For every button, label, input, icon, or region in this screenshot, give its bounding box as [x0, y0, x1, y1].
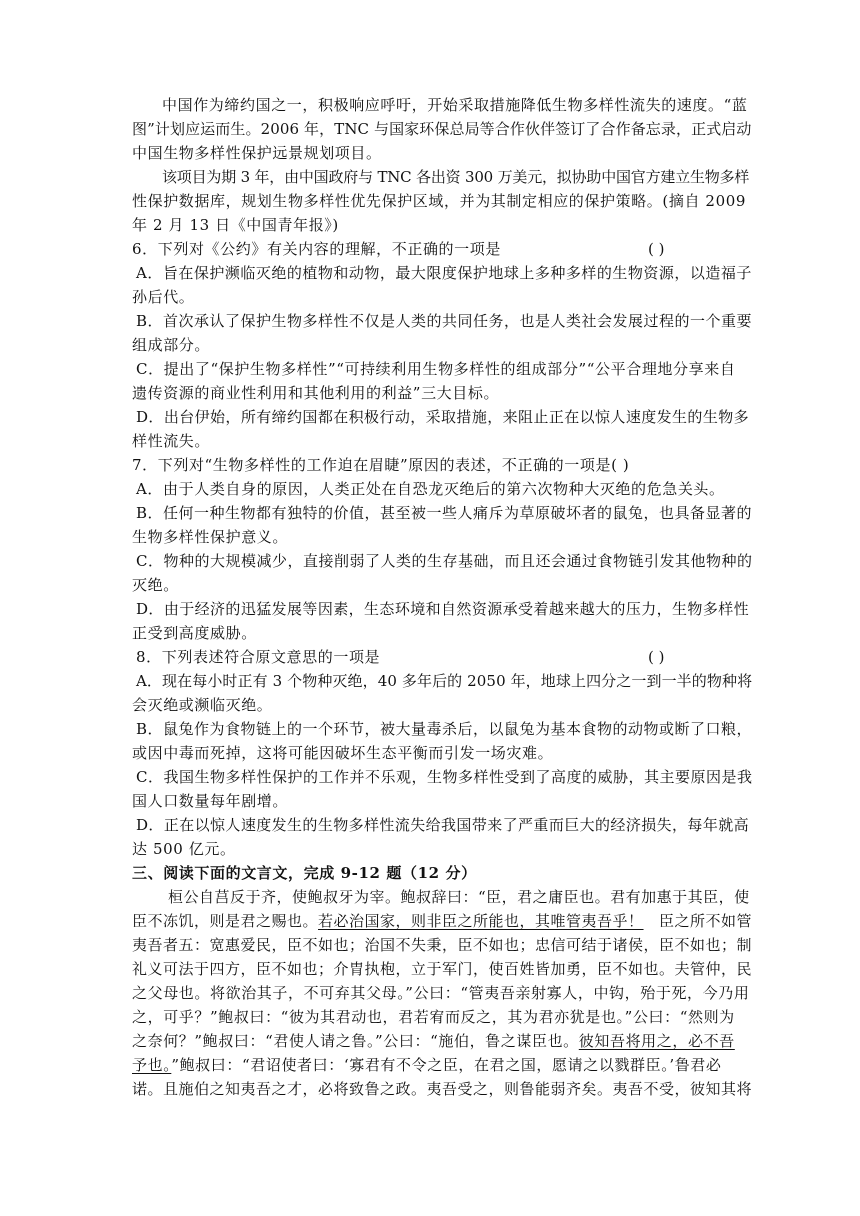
option-b-cont: 或因中毒而死掉，这将可能因破坏生态平衡而引发一场灾难。: [132, 744, 554, 762]
classical-text-line: [132, 1032, 735, 1050]
text-span: 臣不冻饥，则是君之赐也。: [132, 912, 319, 930]
option-a: A．由于人类自身的原因，人类正处在自恐龙灭绝后的第六次物种大灭绝的危急关头。: [136, 480, 725, 498]
option-d: D．正在以惊人速度发生的生物多样性流失给我国带来了严重而巨大的经济损失，每年就高: [136, 816, 750, 834]
option-a: A．现在每小时正有 3 个物种灭绝，40 多年后的 2050 年，地球上四分之一到一半的物种将: [136, 672, 753, 690]
passage-line: 年 2 月 13 日《中国青年报》): [132, 216, 339, 234]
option-c-cont: 灭绝。: [132, 576, 179, 594]
option-a-cont: 孙后代。: [132, 288, 195, 306]
answer-parenthesis: ( ): [648, 648, 665, 666]
classical-text-line: [132, 912, 752, 930]
option-c-cont: 国人口数量每年剧增。: [132, 792, 289, 810]
option-b: B．首次承认了保护生物多样性不仅是人类的共同任务，也是人类社会发展过程的一个重要: [136, 312, 753, 330]
option-b: B．鼠兔作为食物链上的一个环节，被大量毒杀后，以鼠兔为基本食物的动物或断了口粮，: [136, 720, 753, 738]
underlined-sentence: 彼知吾将用之，必不吾: [578, 1032, 735, 1050]
question-8-stem: 8．下列表述符合原文意思的一项是: [136, 648, 381, 666]
text-span: 臣之所不如管: [643, 912, 753, 930]
option-d: D．由于经济的迅猛发展等因素，生态环境和自然资源承受着越来越大的压力，生物多样性: [136, 600, 750, 618]
option-b-cont: 生物多样性保护意义。: [132, 528, 289, 546]
option-d-cont: 正受到高度威胁。: [132, 624, 257, 642]
underlined-sentence: 予也。: [132, 1056, 172, 1074]
option-c: C．我国生物多样性保护的工作并不乐观，生物多样性受到了高度的威胁，其主要原因是我: [136, 768, 753, 786]
option-a-cont: 会灭绝或濒临灭绝。: [132, 696, 273, 714]
passage-line: 图”计划应运而生。2006 年，TNC 与国家环保总局等合作伙伴签订了合作备忘录，正式启动: [132, 120, 752, 138]
classical-text-line: [132, 1056, 722, 1074]
option-c: C．物种的大规模减少，直接削弱了人类的生存基础，而且还会通过食物链引发其他物种的: [136, 552, 753, 570]
option-d-cont: 样性流失。: [132, 432, 211, 450]
passage-line: 性保护数据库，规划生物多样性优先保护区域，并为其制定相应的保护策略。(摘自 2009: [132, 192, 746, 210]
passage-line: 该项目为期 3 年，由中国政府与 TNC 各出资 300 万美元，拟协助中国官方建立生物多样: [162, 168, 750, 186]
passage-line: 中国生物多样性保护远景规划项目。: [132, 144, 382, 162]
option-b: B．任何一种生物都有独特的价值，甚至被一些人痛斥为草原破坏者的鼠兔，也具备显著的: [136, 504, 753, 522]
classical-text-line: 礼义可法于四方，臣不如也；介胄执枹，立于军门，使百姓皆加勇，臣不如也。夫管仲，民: [132, 960, 753, 978]
classical-text-line: 诺。且施伯之知夷吾之才，必将致鲁之政。夷吾受之，则鲁能弱齐矣。夷吾不受，彼知其将: [132, 1080, 753, 1098]
text-span: ”鲍叔曰：“君诏使者曰：‘寡君有不令之臣，在君之国，愿请之以戮群臣。’鲁君必: [171, 1056, 722, 1074]
classical-text-line: 之父母也。将欲治其子，不可弃其父母。”公曰：“管夷吾亲射寡人，中钩，殆于死，今乃用: [132, 984, 750, 1002]
option-b-cont: 组成部分。: [132, 336, 211, 354]
classical-text-line: 桓公自莒反于齐，使鲍叔牙为宰。鲍叔辞曰：“臣，君之庸臣也。君有加惠于其臣，使: [168, 888, 750, 906]
option-d: D．出台伊始，所有缔约国都在积极行动，采取措施，来阻止正在以惊人速度发生的生物多: [136, 408, 750, 426]
passage-line: 中国作为缔约国之一，积极响应呼吁，开始采取措施降低生物多样性流失的速度。“蓝: [162, 96, 748, 114]
option-c: C．提出了“保护生物多样性”“可持续利用生物多样性的组成部分”“公平合理地分享来自: [136, 360, 736, 378]
question-7-stem: 7．下列对“生物多样性的工作迫在眉睫”原因的表述，不正确的一项是( ): [132, 456, 630, 474]
classical-text-line: 夷吾者五：宽惠爱民，臣不如也；治国不失秉，臣不如也；忠信可结于诸侯，臣不如也；制: [132, 936, 753, 954]
section-heading: 三、阅读下面的文言文，完成 9-12 题（12 分）: [132, 864, 477, 882]
answer-parenthesis: ( ): [648, 240, 665, 258]
underlined-sentence: 若必治国家，则非臣之所能也，其唯管夷吾乎！: [318, 912, 644, 930]
option-a: A．旨在保护濒临灭绝的植物和动物，最大限度保护地球上多种多样的生物资源，以造福子: [136, 264, 752, 282]
classical-text-line: 之，可乎？”鲍叔曰：“彼为其君动也，君若宥而反之，其为君亦犹是也。”公曰：“然则为: [132, 1008, 735, 1026]
text-span: 之奈何？”鲍叔曰：“君使人请之鲁。”公曰：“施伯，鲁之谋臣也。: [132, 1032, 579, 1050]
question-6-stem: 6．下列对《公约》有关内容的理解，不正确的一项是: [132, 240, 501, 258]
option-c-cont: 遗传资源的商业性利用和其他利用的利益”三大目标。: [132, 384, 500, 402]
option-d-cont: 达 500 亿元。: [132, 840, 236, 858]
